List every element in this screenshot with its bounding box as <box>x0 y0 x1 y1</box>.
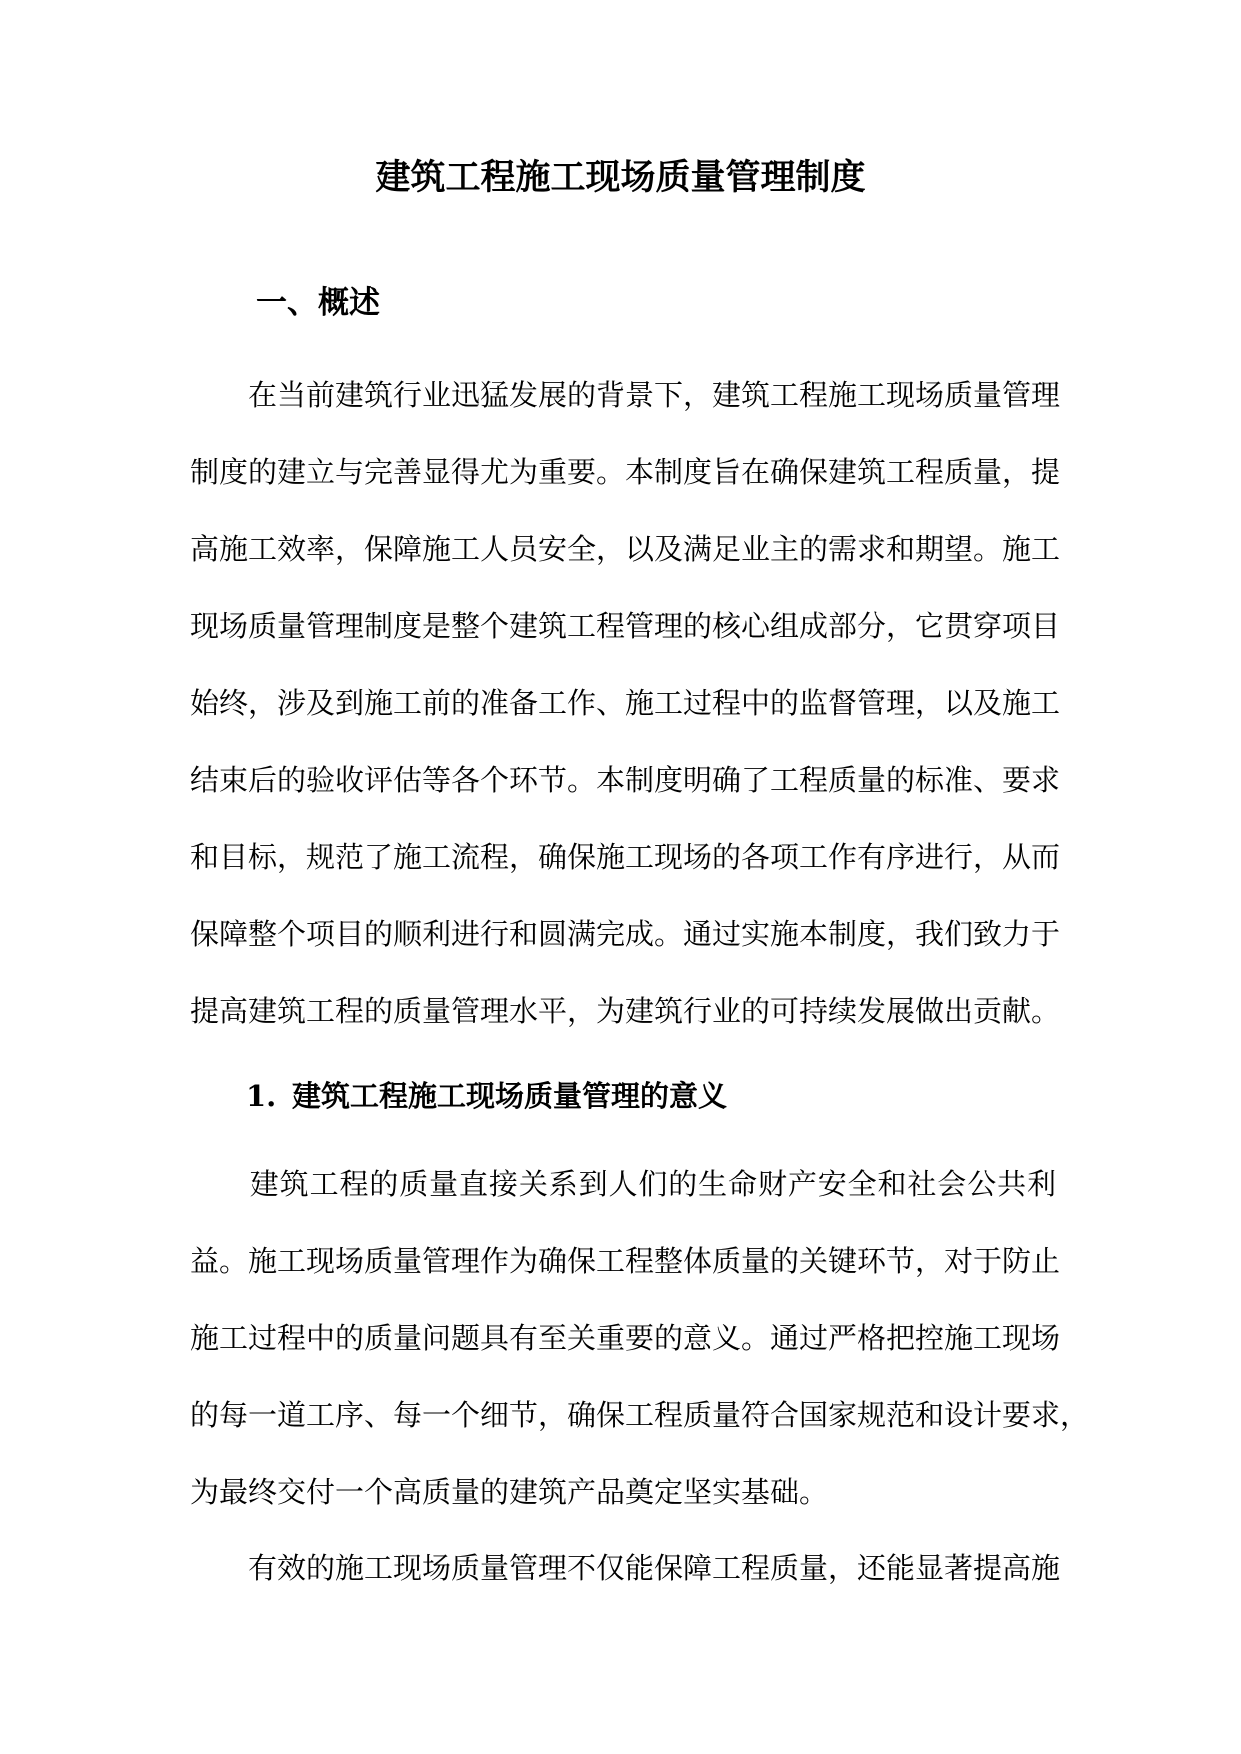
paragraph-line: 制度的建立与完善显得尤为重要。本制度旨在确保建筑工程质量，提 <box>190 455 1061 489</box>
section-heading-overview: 一、概述 <box>256 285 380 321</box>
document-title: 建筑工程施工现场质量管理制度 <box>375 157 866 198</box>
paragraph-line: 结束后的验收评估等各个环节。本制度明确了工程质量的标准、要求 <box>190 763 1061 797</box>
paragraph-line: 提高建筑工程的质量管理水平，为建筑行业的可持续发展做出贡献。 <box>190 994 1061 1028</box>
paragraph-line: 在当前建筑行业迅猛发展的背景下，建筑工程施工现场质量管理 <box>190 378 1061 412</box>
subsection-heading <box>246 1074 727 1118</box>
paragraph-line: 为最终交付一个高质量的建筑产品奠定坚实基础。 <box>190 1475 829 1509</box>
paragraph-line: 和目标，规范了施工流程，确保施工现场的各项工作有序进行，从而 <box>190 840 1061 874</box>
paragraph-line: 建筑工程的质量直接关系到人们的生命财产安全和社会公共利 <box>190 1167 1056 1201</box>
paragraph-line: 高施工效率，保障施工人员安全，以及满足业主的需求和期望。施工 <box>190 532 1061 566</box>
paragraph-line: 有效的施工现场质量管理不仅能保障工程质量，还能显著提高施 <box>190 1551 1061 1585</box>
paragraph-line: 始终，涉及到施工前的准备工作、施工过程中的监督管理，以及施工 <box>190 686 1061 720</box>
paragraph-line: 的每一道工序、每一个细节，确保工程质量符合国家规范和设计要求， <box>190 1398 1090 1432</box>
subsection-number: 1. <box>246 1079 277 1113</box>
paragraph-overview <box>190 357 1061 1050</box>
subsection-title: 建筑工程施工现场质量管理的意义 <box>292 1079 728 1113</box>
paragraph-line: 益。施工现场质量管理作为确保工程整体质量的关键环节，对于防止 <box>190 1244 1061 1278</box>
paragraph-line: 现场质量管理制度是整个建筑工程管理的核心组成部分，它贯穿项目 <box>190 609 1061 643</box>
paragraph-line: 保障整个项目的顺利进行和圆满完成。通过实施本制度，我们致力于 <box>190 917 1061 951</box>
paragraph-significance <box>190 1146 1090 1531</box>
paragraph-line: 施工过程中的质量问题具有至关重要的意义。通过严格把控施工现场 <box>190 1321 1061 1355</box>
paragraph-effective-management <box>190 1530 1061 1607</box>
